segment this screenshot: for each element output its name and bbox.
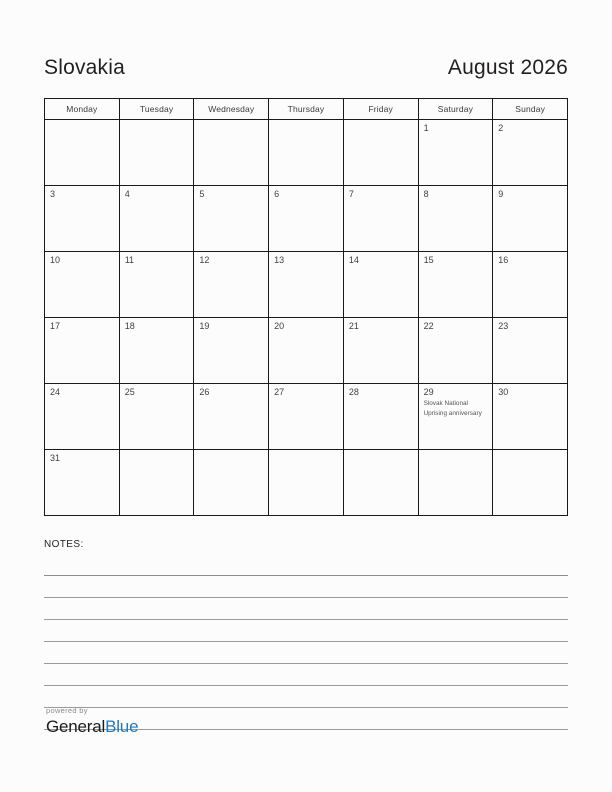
month-year-title: August 2026 [447, 55, 568, 79]
weekday-header-thursday: Thursday [269, 99, 344, 120]
day-number: 18 [124, 321, 135, 331]
calendar-day-cell-empty[interactable] [194, 120, 269, 186]
calendar-day-cell[interactable] [269, 384, 344, 450]
calendar-day-cell-empty[interactable] [344, 450, 419, 516]
weekday-header-tuesday: Tuesday [120, 99, 195, 120]
calendar-day-cell[interactable] [419, 318, 494, 384]
day-number: 31 [50, 453, 61, 463]
page-header [44, 44, 568, 90]
calendar-day-cell-empty[interactable] [45, 120, 120, 186]
day-number: 16 [498, 255, 509, 265]
calendar-day-cell[interactable] [493, 252, 568, 318]
notes-line[interactable] [44, 598, 568, 620]
day-number: 2 [498, 123, 504, 133]
calendar-day-cell[interactable] [493, 384, 568, 450]
day-number: 17 [50, 321, 61, 331]
calendar-day-cell[interactable] [419, 252, 494, 318]
notes-label: NOTES: [44, 539, 84, 550]
day-number: 14 [348, 255, 359, 265]
page-title: Slovakia [44, 55, 125, 79]
calendar-day-cell[interactable] [344, 318, 419, 384]
notes-line[interactable] [44, 620, 568, 642]
calendar-day-cell-empty[interactable] [419, 450, 494, 516]
calendar-day-cell[interactable] [120, 252, 195, 318]
calendar-day-cell[interactable] [344, 252, 419, 318]
calendar-week-row [45, 186, 568, 252]
footer-branding [46, 706, 138, 737]
day-number: 5 [199, 189, 205, 199]
calendar-day-cell[interactable] [419, 120, 494, 186]
calendar-day-cell[interactable] [45, 318, 120, 384]
calendar-day-cell[interactable] [120, 318, 195, 384]
day-number: 3 [50, 189, 56, 199]
day-number: 29 [423, 387, 434, 397]
day-number: 11 [124, 255, 135, 265]
calendar-day-cell[interactable] [194, 384, 269, 450]
calendar-day-cell[interactable] [269, 318, 344, 384]
calendar-week-row [45, 450, 568, 516]
day-number: 22 [423, 321, 434, 331]
calendar-day-cell[interactable] [419, 384, 494, 450]
day-number: 7 [348, 189, 354, 199]
notes-line[interactable] [44, 686, 568, 708]
weekday-header-monday: Monday [45, 99, 120, 120]
calendar-day-cell-empty[interactable] [194, 450, 269, 516]
day-number: 27 [274, 387, 285, 397]
calendar-day-cell[interactable] [344, 186, 419, 252]
calendar-day-cell-empty[interactable] [344, 120, 419, 186]
calendar-day-cell-empty[interactable] [269, 120, 344, 186]
calendar-day-cell[interactable] [120, 384, 195, 450]
calendar-day-cell[interactable] [194, 318, 269, 384]
calendar-day-cell[interactable] [269, 186, 344, 252]
notes-line[interactable] [44, 576, 568, 598]
brand-name-second: Blue [105, 717, 139, 736]
weekday-header-row [45, 99, 568, 120]
calendar-day-cell[interactable] [45, 384, 120, 450]
day-number: 6 [274, 189, 280, 199]
brand-logo [46, 717, 138, 737]
calendar-day-cell-empty[interactable] [269, 450, 344, 516]
day-number: 23 [498, 321, 509, 331]
calendar-day-cell[interactable] [120, 186, 195, 252]
calendar-day-cell[interactable] [269, 252, 344, 318]
calendar-week-row [45, 384, 568, 450]
calendar-day-cell[interactable] [194, 252, 269, 318]
notes-section [44, 538, 568, 730]
calendar-day-cell[interactable] [493, 120, 568, 186]
weekday-header-saturday: Saturday [419, 99, 494, 120]
calendar-grid [44, 98, 568, 516]
day-number: 24 [50, 387, 61, 397]
calendar-week-row [45, 252, 568, 318]
notes-line[interactable] [44, 554, 568, 576]
calendar-day-cell[interactable] [45, 186, 120, 252]
calendar-day-cell-empty[interactable] [120, 450, 195, 516]
day-number: 28 [348, 387, 359, 397]
day-number: 1 [423, 123, 429, 133]
calendar-day-cell[interactable] [493, 186, 568, 252]
weekday-header-friday: Friday [344, 99, 419, 120]
day-number: 26 [199, 387, 210, 397]
calendar-day-cell-empty[interactable] [493, 450, 568, 516]
calendar-day-cell[interactable] [45, 252, 120, 318]
day-number: 15 [423, 255, 434, 265]
calendar-day-cell[interactable] [194, 186, 269, 252]
calendar-day-cell[interactable] [493, 318, 568, 384]
day-number: 21 [348, 321, 359, 331]
day-number: 4 [124, 189, 130, 199]
notes-line[interactable] [44, 642, 568, 664]
calendar-week-row [45, 318, 568, 384]
calendar-day-cell[interactable] [419, 186, 494, 252]
holiday-label: Slovak National Uprising anniversary [423, 400, 482, 418]
weekday-header-wednesday: Wednesday [194, 99, 269, 120]
calendar-week-row [45, 120, 568, 186]
calendar-day-cell-empty[interactable] [120, 120, 195, 186]
day-number: 12 [199, 255, 210, 265]
weekday-header-sunday: Sunday [493, 99, 568, 120]
notes-lines [44, 554, 568, 730]
calendar-day-cell[interactable] [45, 450, 120, 516]
day-number: 19 [199, 321, 210, 331]
day-number: 10 [50, 255, 61, 265]
notes-line[interactable] [44, 664, 568, 686]
calendar-weeks [45, 120, 568, 516]
day-number: 9 [498, 189, 504, 199]
day-number: 25 [124, 387, 135, 397]
brand-name-first: General [46, 717, 106, 736]
powered-by-label: powered by [46, 706, 88, 715]
calendar-day-cell[interactable] [344, 384, 419, 450]
day-number: 8 [423, 189, 429, 199]
day-number: 13 [274, 255, 285, 265]
day-number: 20 [274, 321, 285, 331]
day-number: 30 [498, 387, 509, 397]
